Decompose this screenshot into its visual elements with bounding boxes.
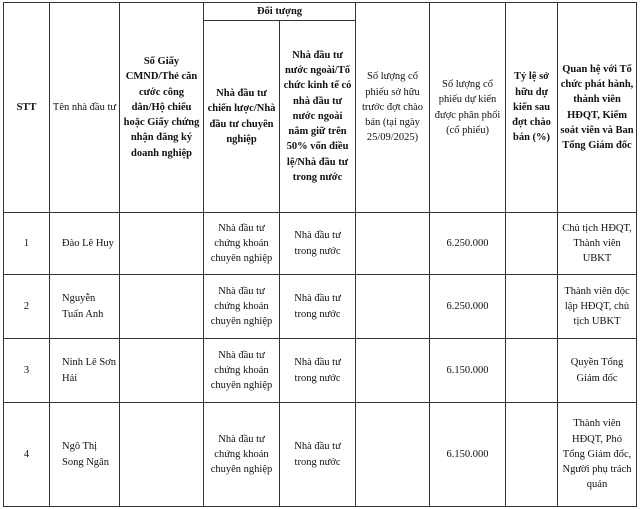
row-relation: Chủ tịch HĐQT, Thành viên UBKT — [558, 213, 637, 275]
table-row — [4, 213, 637, 275]
row-id-doc — [120, 275, 204, 339]
row-shares-expected: 6.250.000 — [430, 275, 506, 339]
row-shares-before — [356, 403, 430, 507]
row-relation: Thành viên độc lập HĐQT, chủ tịch UBKT — [558, 275, 637, 339]
row-shares-before — [356, 213, 430, 275]
row-ratio — [506, 339, 558, 403]
row-ratio — [506, 275, 558, 339]
header-id-doc: Số Giấy CMND/Thẻ căn cước công dân/Hộ chiếu hoặc Giấy chứng nhận đăng ký doanh nghiệp — [120, 3, 204, 213]
header-strategic: Nhà đầu tư chiến lược/Nhà đầu tư chuyên nghiệp — [204, 21, 280, 213]
table-row — [4, 275, 637, 339]
row-stt: 3 — [4, 339, 50, 403]
row-foreign: Nhà đầu tư trong nước — [280, 403, 356, 507]
row-shares-expected: 6.150.000 — [430, 339, 506, 403]
row-relation: Quyền Tổng Giám đốc — [558, 339, 637, 403]
row-strategic: Nhà đầu tư chứng khoán chuyên nghiệp — [204, 213, 280, 275]
row-name: Đào Lê Huy — [50, 213, 120, 275]
row-strategic: Nhà đầu tư chứng khoán chuyên nghiệp — [204, 403, 280, 507]
investor-table — [3, 2, 637, 507]
header-name: Tên nhà đầu tư — [50, 3, 120, 213]
header-foreign: Nhà đầu tư nước ngoài/Tổ chức kinh tế có nhà đầu tư nước ngoài nắm giữ trên 50% vốn điều lệ/Nhà đầu tư trong nước — [280, 21, 356, 213]
row-stt: 1 — [4, 213, 50, 275]
row-stt: 4 — [4, 403, 50, 507]
row-ratio — [506, 213, 558, 275]
row-stt: 2 — [4, 275, 50, 339]
row-foreign: Nhà đầu tư trong nước — [280, 213, 356, 275]
row-shares-before — [356, 275, 430, 339]
row-shares-expected: 6.150.000 — [430, 403, 506, 507]
header-relation: Quan hệ với Tổ chức phát hành, thành viên HĐQT, Kiểm soát viên và Ban Tổng Giám đốc — [558, 3, 637, 213]
row-name: Nguyễn Tuấn Anh — [50, 275, 120, 339]
header-group: Đối tượng — [204, 3, 356, 21]
row-strategic: Nhà đầu tư chứng khoán chuyên nghiệp — [204, 275, 280, 339]
row-shares-before — [356, 339, 430, 403]
row-relation: Thành viên HĐQT, Phó Tổng Giám đốc, Người phụ trách quản — [558, 403, 637, 507]
row-shares-expected: 6.250.000 — [430, 213, 506, 275]
table-row — [4, 403, 637, 507]
row-name: Ngô Thị Song Ngân — [50, 403, 120, 507]
header-stt: STT — [4, 3, 50, 213]
row-ratio — [506, 403, 558, 507]
row-id-doc — [120, 403, 204, 507]
header-shares-before: Số lượng cổ phiếu sở hữu trước đợt chào bán (tại ngày 25/09/2025) — [356, 3, 430, 213]
header-shares-expected: Số lượng cổ phiếu dự kiến được phân phối (cổ phiếu) — [430, 3, 506, 213]
row-id-doc — [120, 339, 204, 403]
row-name: Ninh Lê Sơn Hải — [50, 339, 120, 403]
row-foreign: Nhà đầu tư trong nước — [280, 275, 356, 339]
row-foreign: Nhà đầu tư trong nước — [280, 339, 356, 403]
table-row — [4, 339, 637, 403]
row-id-doc — [120, 213, 204, 275]
row-strategic: Nhà đầu tư chứng khoán chuyên nghiệp — [204, 339, 280, 403]
header-ratio: Tỷ lệ sở hữu dự kiến sau đợt chào bán (%) — [506, 3, 558, 213]
